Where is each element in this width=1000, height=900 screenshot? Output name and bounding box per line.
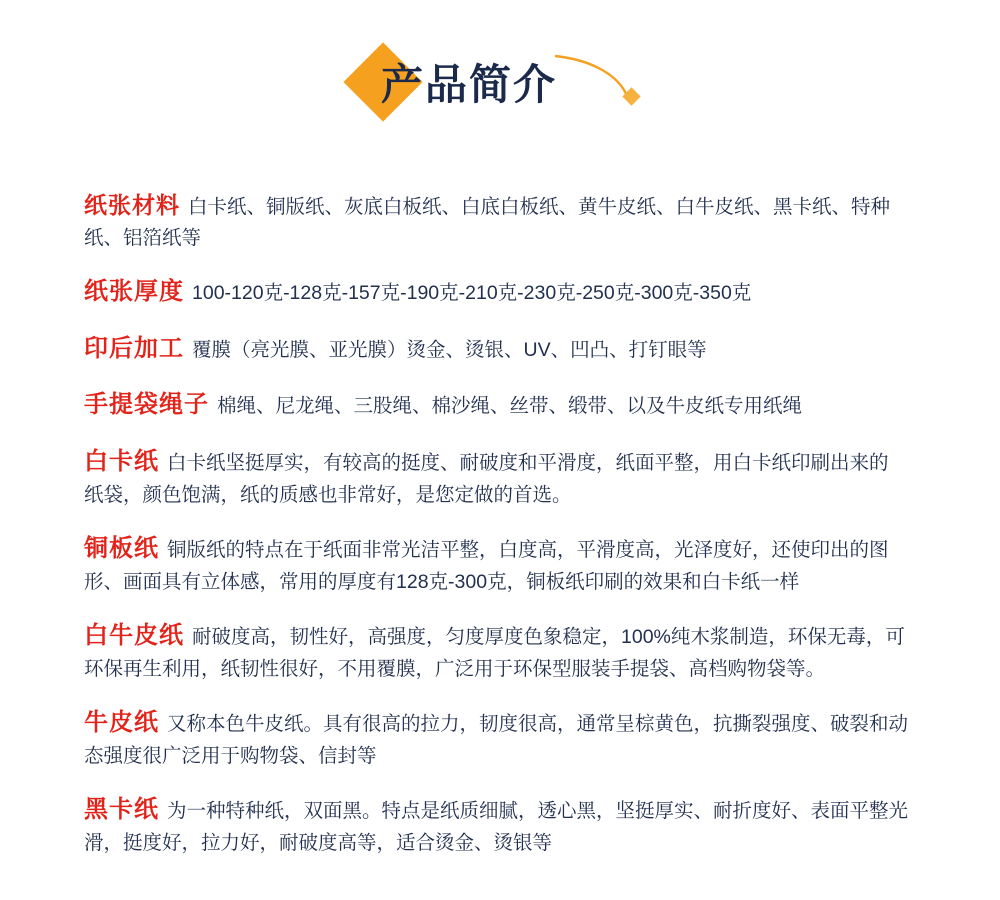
section-white-kraft-paper [84, 617, 922, 684]
section-text: 又称本色牛皮纸。具有很高的拉力，韧度很高，通常呈棕黄色，抗撕裂强度、破裂和动态强度很广泛用于购物袋、信封等 [84, 712, 909, 767]
section-label: 黑卡纸 [84, 795, 159, 823]
section-text: 100-120克-128克-157克-190克-210克-230克-250克-300克-350克 [192, 281, 752, 304]
section-black-card-paper [84, 791, 922, 858]
section-label: 纸张材料 [84, 191, 180, 218]
section-label: 手提袋绳子 [84, 391, 209, 419]
page-title: 产品简介 [380, 61, 557, 108]
section-label: 纸张厚度 [84, 277, 184, 305]
section-text: 棉绳、尼龙绳、三股绳、棉沙绳、丝带、缎带、以及牛皮纸专用纸绳 [217, 395, 803, 418]
section-kraft-paper [84, 704, 922, 771]
section-label: 白牛皮纸 [84, 621, 184, 649]
section-paper-thickness [84, 273, 922, 310]
swoosh-decoration-icon [553, 54, 645, 110]
section-text: 为一种特种纸，双面黑。特点是纸质细腻，透心黑，坚挺厚实、耐折度好、表面平整光滑，挺度好，拉力好，耐破度高等，适合烫金、烫银等 [84, 799, 909, 854]
section-white-card-paper [84, 443, 922, 510]
section-post-press [84, 330, 922, 367]
section-label: 白卡纸 [84, 447, 159, 475]
section-coated-paper [84, 530, 922, 597]
intro-content [0, 150, 1000, 858]
section-text: 耐破度高，韧性好，高强度，匀度厚度色象稳定，100%纯木浆制造，环保无毒，可环保再生利用，纸韧性很好，不用覆膜，广泛用于环保型服装手提袋、高档购物袋等。 [84, 625, 905, 680]
header-inner [0, 52, 1000, 112]
section-handle-rope [84, 386, 922, 423]
section-label: 印后加工 [84, 334, 184, 362]
section-label: 铜板纸 [84, 534, 159, 562]
section-text: 铜版纸的特点在于纸面非常光洁平整，白度高，平滑度高，光泽度好，还使印出的图形、画面具有立体感，常用的厚度有128克-300克，铜板纸印刷的效果和白卡纸一样 [84, 538, 889, 594]
section-text: 覆膜（亮光膜、亚光膜）烫金、烫银、UV、凹凸、打钉眼等 [192, 338, 707, 361]
section-text: 白卡纸坚挺厚实，有较高的挺度、耐破度和平滑度，纸面平整，用白卡纸印刷出来的 纸袋，颜色饱满，纸的质感也非常好，是您定做的首选。 [84, 451, 909, 507]
section-label: 牛皮纸 [84, 708, 159, 736]
page-header [0, 0, 1000, 150]
section-paper-material [84, 188, 922, 254]
section-text: 白卡纸、铜版纸、灰底白板纸、白底白板纸、黄牛皮纸、白牛皮纸、黑卡纸、特种纸、铝箔纸等 [84, 195, 891, 250]
